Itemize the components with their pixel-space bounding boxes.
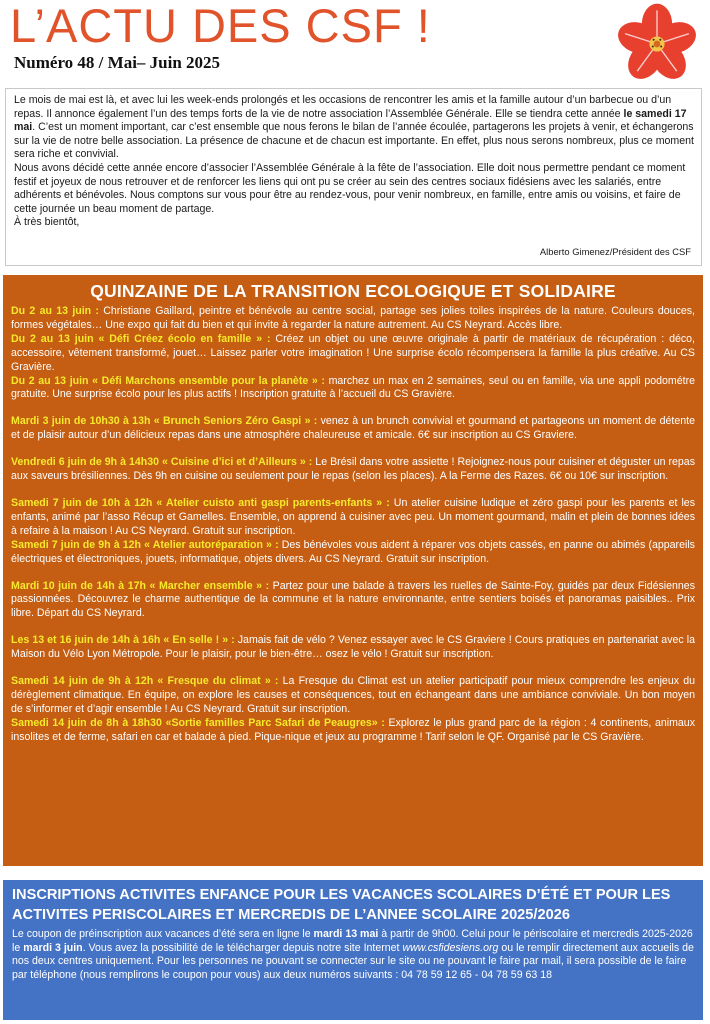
- website-link[interactable]: www.csfidesiens.org: [402, 941, 499, 954]
- event-item: Vendredi 6 juin de 9h à 14h30 « Cuisine d’ici et d’Ailleurs » : Le Brésil dans votre assiette ! Rejoignez-nous pour cuisiner et déguster un repas aux saveurs brésiliennes. Dès 9h en cuisine ou seulement pour le repas (selon les places). A la Ferme des Razes. 6€ ou 10€ sur inscription.: [11, 456, 695, 483]
- event-item: Du 2 au 13 juin : Christiane Gaillard, peintre et bénévole au centre social, partage ses jolies toiles inspirées de la nature. Couleurs douces, formes végétales… Une expo qui fait du bien et qui invite à regarder la nature autrement. Au CS Neyrard. Accès libre.: [11, 305, 695, 331]
- editorial-signature: Alberto Gimenez/Président des CSF: [539, 246, 691, 258]
- newsletter-title: L’ACTU DES CSF !: [10, 0, 431, 52]
- periscolaire-date: mardi 3 juin: [23, 941, 83, 954]
- event-item: Mardi 10 juin de 14h à 17h « Marcher ensemble » : Partez pour une balade à travers les ruelles de Sainte-Foy, guidés par deux Fidésiennes passionnées. Découvrez le charme authentique de la commune et la nature environnante, entre sentiers boisés et panoramas paisibles.. Prix libre. Départ du CS Neyrard.: [11, 579, 695, 620]
- assembly-date: le samedi 17 mai: [14, 107, 687, 134]
- newsletter-header: [0, 0, 710, 88]
- editorial-paragraph-2: Nous avons décidé cette année encore d’associer l’Assemblée Générale à la fête de l’association. Elle doit nous permettre pendant ce moment festif et joyeux de nous retrouver et de renforcer les liens qui ont pu se créer au sein des centres sociaux fidésiens avec les salariés, entre adhérents et bénévoles. Nous comptons sur vous pour être au rendez-vous, pour venir nombreux, en famille, entre amis ou voisins, et faire de cette journée un beau moment de partage.: [14, 161, 686, 215]
- quinzaine-title: QUINZAINE DE LA TRANSITION ECOLOGIQUE ET SOLIDAIRE: [90, 281, 616, 301]
- event-item: Samedi 7 juin de 10h à 12h « Atelier cuisto anti gaspi parents-enfants » : Un atelier cuisine ludique et zéro gaspi pour les parents et les enfants, animé par l’asso Récup et Gamelles. Ensemble, on apprend à cuisiner avec peu. Un moment gourmand, malin et plein de bonnes idées à refaire à la maison ! Au CS Neyrard. Gratuit sur inscription.: [11, 496, 695, 537]
- editorial-box: [5, 88, 702, 266]
- quinzaine-section: [3, 275, 703, 866]
- inscriptions-section: [3, 880, 703, 1020]
- event-item: Samedi 14 juin de 8h à 18h30 «Sortie familles Parc Safari de Peaugres» : Explorez le plus grand parc de la région : 4 continents, animaux insolites et de ferme, safari en car et balade à pied. Pique-nique et jeux au programme ! Tarif selon le QF. Organisé par le CS Gravière.: [11, 716, 695, 743]
- issue-number: Numéro 48 / Mai– Juin 2025: [14, 53, 221, 72]
- event-item: Les 13 et 16 juin de 14h à 16h « En selle ! » : Jamais fait de vélo ? Venez essayer avec le CS Graviere ! Cours pratiques en partenariat avec la Maison du Vélo Lyon Métropole. Pour le plaisir, pour le bien-être… osez le vélo ! Gratuit sur inscription.: [11, 634, 695, 661]
- event-item: Du 2 au 13 juin « Défi Marchons ensemble pour la planète » : marchez un max en 2 semaines, seul ou en famille, via une appli podométre gratuite. Une surprise écolo pour les plus actifs ! Inscription gratuite à l’accueil du CS Gravière.: [11, 374, 695, 401]
- editorial-paragraph-1: Le mois de mai est là, et avec lui les week-ends prolongés et les occasions de rencontrer les amis et la famille autour d’un barbecue ou d’un repas. Il annonce également l’un des temps forts de la vie de notre association l’Assemblée Générale. Elle se tiendra cette année le samedi 17 mai. C’est un moment important, car c’est ensemble que nous ferons le bilan de l’année écoulée, partagerons les projets à venir, et échangerons sur la vie de notre belle association. La présence de chacune et de chacun est importante. En effet, plus nous serons nombreux, plus ce moment sera riche et convivial.: [14, 94, 694, 161]
- inscriptions-title: INSCRIPTIONS ACTIVITES ENFANCE POUR LES VACANCES SCOLAIRES D’ÉTÉ ET POUR LES ACTIVITES PERISCOLAIRES ET MERCREDIS DE L’ANNEE SCOLAIRE 2025/2026: [12, 887, 671, 923]
- event-item: Samedi 14 juin de 9h à 12h « Fresque du climat » : La Fresque du Climat est un atelier participatif pour mieux comprendre les enjeux du dérèglement climatique. En équipe, on explore les causes et conséquences, tout en échangeant dans une ambiance conviviale. Un bon moyen de s’informer et d’agir ensemble ! Au CS Neyrard. Gratuit sur inscription.: [11, 675, 695, 715]
- flower-logo-icon: [614, 2, 700, 86]
- editorial-closing: À très bientôt,: [14, 216, 80, 229]
- event-item: Samedi 7 juin de 9h à 12h « Atelier autoréparation » : Des bénévoles vous aident à réparer vos objets cassés, en panne ou abimés (appareils électriques et électroniques, jouets, informatique, objets divers. Au CS Neyrard. Gratuit sur inscription.: [11, 538, 695, 565]
- inscriptions-text: Le coupon de préinscription aux vacances d’été sera en ligne le mardi 13 mai à partir de 9h00. Celui pour le périscolaire et mercredis 2025-2026 le mardi 3 juin. Vous avez la possibilité de le télécharger depuis notre site Internet www.csfidesiens.org ou le remplir directement aux accueils de nos deux centres uniquement. Pour les personnes ne pouvant se connecter sur le site ou ne pouvant le faire par mail, il sera possible de le faire par téléphone (nous remplirons le coupon pour vous) aux deux numéros suivants : 04 78 59 12 65 - 04 78 59 63 18: [12, 928, 694, 981]
- event-item: Du 2 au 13 juin « Défi Créez écolo en famille » : Créez un objet ou une œuvre originale à partir de matériaux de récupération : déco, accessoire, vêtement transformé, jouet… Laissez parler votre imagination ! Une surprise écolo récompensera la famille la plus créative. Au CS Gravière.: [11, 332, 695, 373]
- event-item: Mardi 3 juin de 10h30 à 13h « Brunch Seniors Zéro Gaspi » : venez à un brunch convivial et gourmand et partageons un moment de détente et de plaisir autour d’un délicieux repas dans une atmosphère chaleureuse et amicale. 6€ sur inscription au CS Graviere.: [11, 415, 695, 442]
- summer-date: mardi 13 mai: [313, 928, 379, 940]
